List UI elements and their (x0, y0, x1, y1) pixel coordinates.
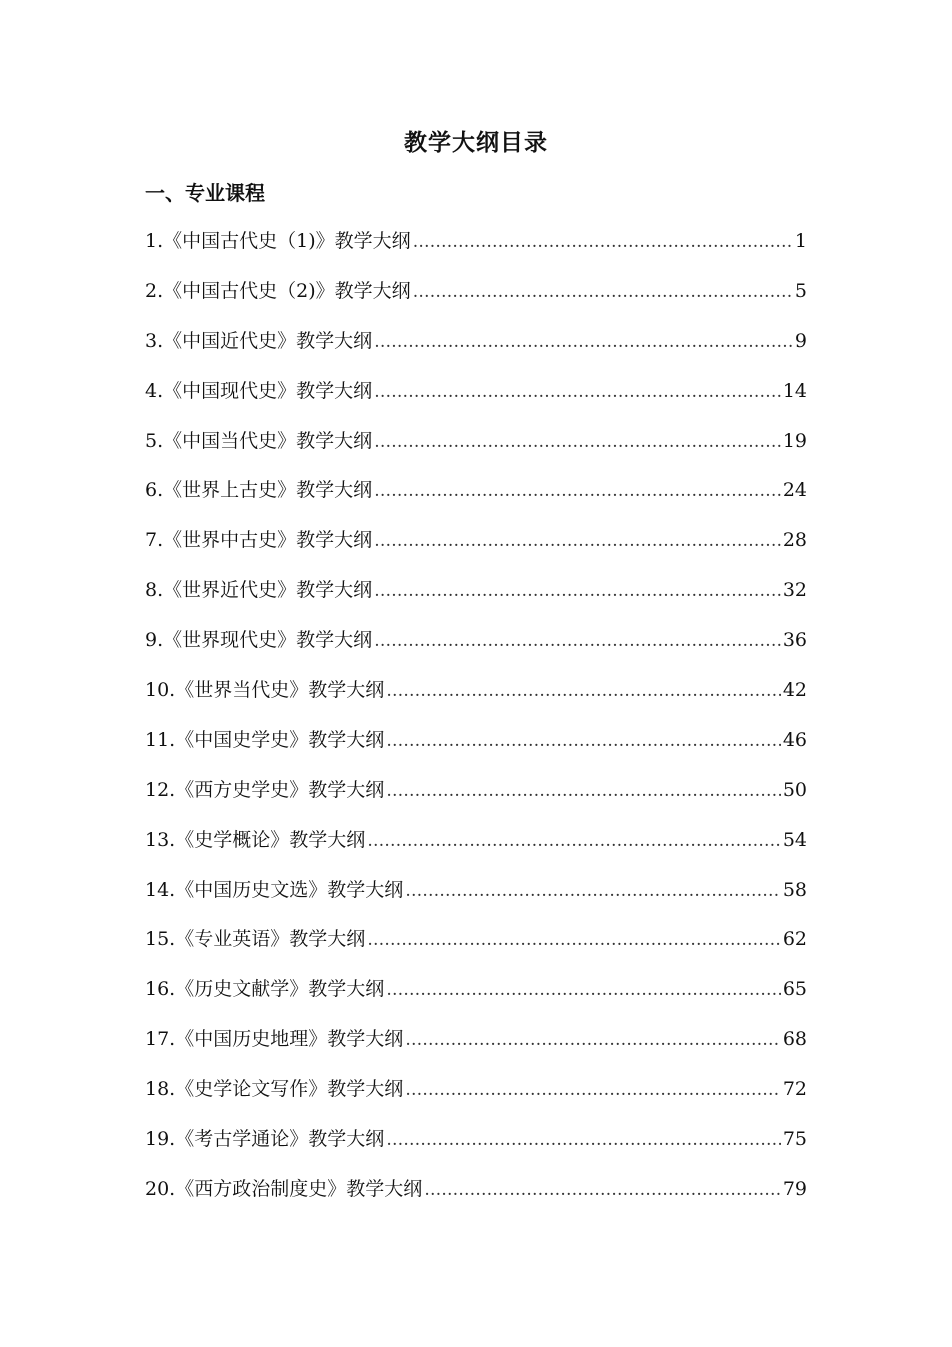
dot-leader (374, 624, 781, 658)
toc-entry-title: 15.《专业英语》教学大纲 (145, 928, 366, 951)
dot-leader (374, 425, 781, 459)
dot-leader (367, 923, 781, 957)
toc-page-number: 62 (782, 928, 807, 951)
toc-entry[interactable] (145, 224, 807, 274)
toc-entry[interactable] (145, 573, 807, 623)
toc-page-number: 46 (782, 728, 807, 751)
toc-page-number: 75 (782, 1128, 807, 1151)
toc-entry[interactable] (145, 1122, 807, 1172)
toc-entry-title: 2.《中国古代史（2)》教学大纲 (145, 279, 411, 302)
toc-entry[interactable] (145, 274, 807, 324)
toc-entry[interactable] (145, 922, 807, 972)
dot-leader (374, 325, 793, 359)
toc-page-number: 54 (782, 828, 807, 851)
toc-entry-title: 12.《西方史学史》教学大纲 (145, 778, 385, 801)
toc-entry[interactable] (145, 1172, 807, 1222)
toc-entry[interactable] (145, 823, 807, 873)
toc-page-number: 42 (782, 679, 807, 702)
toc-entry-title: 10.《世界当代史》教学大纲 (145, 679, 385, 702)
toc-entry[interactable] (145, 623, 807, 673)
dot-leader (405, 1023, 781, 1057)
dot-leader (405, 1073, 781, 1107)
toc-entry[interactable] (145, 773, 807, 823)
toc-page-number: 68 (782, 1028, 807, 1051)
dot-leader (374, 524, 781, 558)
dot-leader (374, 574, 781, 608)
toc-page-number: 19 (782, 429, 807, 452)
dot-leader (386, 674, 781, 708)
toc-entry-title: 5.《中国当代史》教学大纲 (145, 429, 373, 452)
toc-page-number: 50 (782, 778, 807, 801)
toc-entry-title: 7.《世界中古史》教学大纲 (145, 529, 373, 552)
dot-leader (413, 275, 793, 309)
toc-entry[interactable] (145, 723, 807, 773)
toc-page-number: 5 (794, 279, 807, 302)
toc-entry-title: 19.《考古学通论》教学大纲 (145, 1128, 385, 1151)
toc-entry-title: 16.《历史文献学》教学大纲 (145, 978, 385, 1001)
dot-leader (405, 874, 781, 908)
toc-entry-title: 20.《西方政治制度史》教学大纲 (145, 1177, 423, 1200)
toc-page-number: 79 (782, 1177, 807, 1200)
page-title: 教学大纲目录 (404, 129, 548, 156)
toc-entry[interactable] (145, 873, 807, 923)
toc-entry[interactable] (145, 1022, 807, 1072)
toc-entry-title: 9.《世界现代史》教学大纲 (145, 629, 373, 652)
dot-leader (386, 724, 781, 758)
dot-leader (374, 474, 781, 508)
dot-leader (413, 225, 793, 259)
toc-entry[interactable] (145, 673, 807, 723)
toc-entry-title: 13.《史学概论》教学大纲 (145, 828, 366, 851)
toc-page-number: 14 (782, 379, 807, 402)
toc-entry-title: 18.《史学论文写作》教学大纲 (145, 1078, 404, 1101)
toc-entry[interactable] (145, 1072, 807, 1122)
toc-entry-title: 11.《中国史学史》教学大纲 (145, 728, 385, 751)
toc-entry-title: 4.《中国现代史》教学大纲 (145, 379, 373, 402)
toc-page-number: 24 (782, 479, 807, 502)
toc-page-number: 1 (794, 230, 807, 252)
section-heading: 一、专业课程 (145, 181, 265, 205)
dot-leader (386, 774, 781, 808)
toc-page-number: 72 (782, 1078, 807, 1101)
toc-page-number: 32 (782, 579, 807, 602)
toc-page-number: 28 (782, 529, 807, 552)
toc-entry[interactable] (145, 424, 807, 474)
dot-leader (367, 824, 781, 858)
toc-entry-title: 14.《中国历史文选》教学大纲 (145, 878, 404, 901)
dot-leader (386, 973, 781, 1007)
toc-entry-title: 3.《中国近代史》教学大纲 (145, 329, 373, 352)
toc-entry-title: 1.《中国古代史（1)》教学大纲 (145, 230, 411, 252)
toc-page-number: 36 (782, 629, 807, 652)
toc-entry-title: 8.《世界近代史》教学大纲 (145, 579, 373, 602)
toc-entry[interactable] (145, 972, 807, 1022)
toc-entry[interactable] (145, 374, 807, 424)
table-of-contents (145, 224, 807, 1222)
toc-entry-title: 17.《中国历史地理》教学大纲 (145, 1028, 404, 1051)
toc-entry[interactable] (145, 523, 807, 573)
dot-leader (386, 1123, 781, 1157)
toc-entry-title: 6.《世界上古史》教学大纲 (145, 479, 373, 502)
toc-entry[interactable] (145, 324, 807, 374)
toc-page-number: 65 (782, 978, 807, 1001)
toc-page-number: 58 (782, 878, 807, 901)
toc-page-number: 9 (794, 329, 807, 352)
dot-leader (424, 1173, 781, 1207)
dot-leader (374, 375, 781, 409)
toc-entry[interactable] (145, 473, 807, 523)
